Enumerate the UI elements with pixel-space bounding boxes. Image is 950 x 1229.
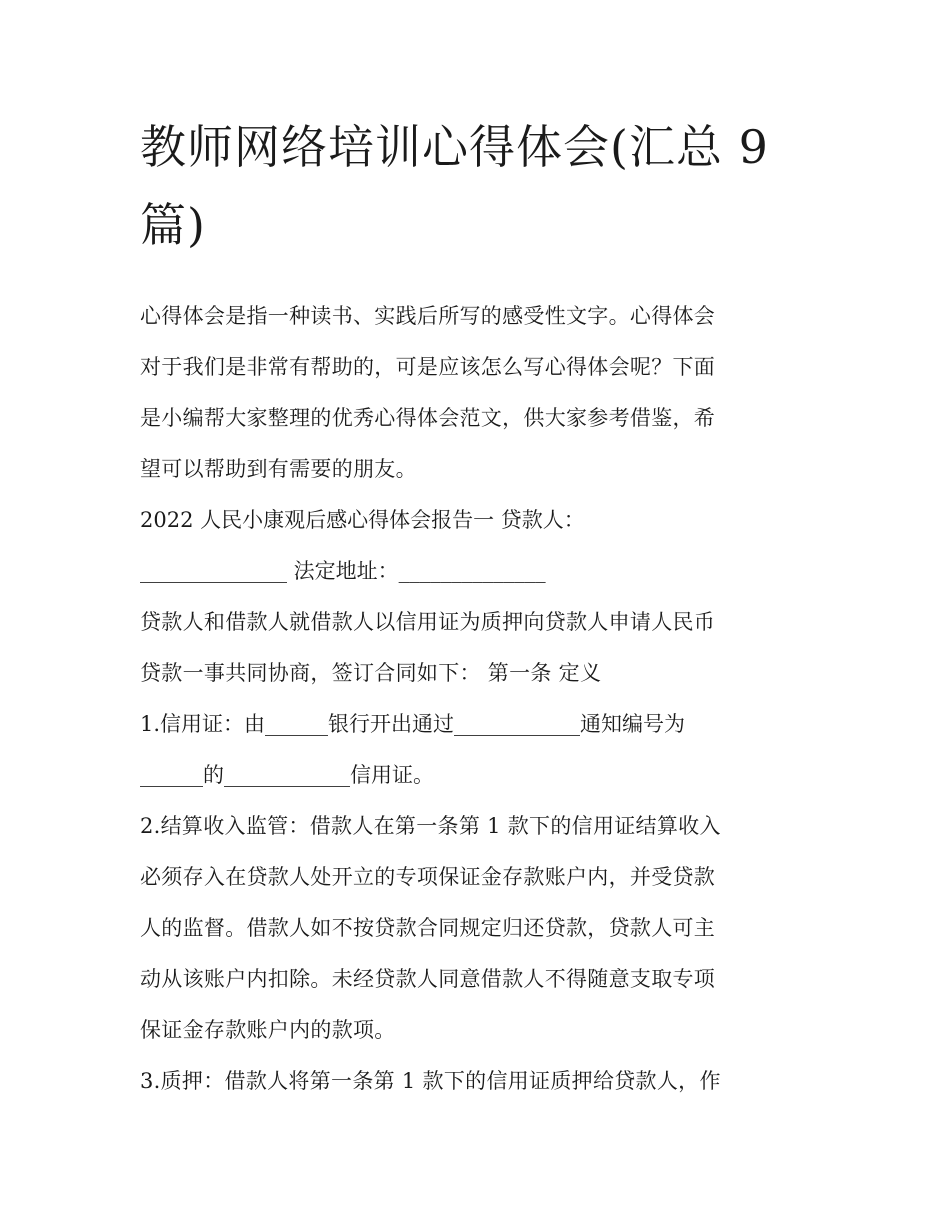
text-line: 保证金存款账户内的款项。 (140, 1018, 396, 1042)
intro-paragraph (140, 291, 812, 495)
document-body (140, 108, 812, 1107)
text-line: 望可以帮助到有需要的朋友。 (140, 457, 417, 481)
text-line: 贷款人和借款人就借款人以信用证为质押向贷款人申请人民币 (140, 610, 716, 634)
clause-2-paragraph (140, 801, 812, 1056)
text-line: ______________ 法定地址：______________ (140, 559, 546, 583)
document-title (140, 108, 812, 264)
text-line: 是小编帮大家整理的优秀心得体会范文，供大家参考借鉴，希 (140, 406, 716, 430)
text-line: 必须存入在贷款人处开立的专项保证金存款账户内，并受贷款 (140, 865, 716, 889)
clause-1-paragraph (140, 699, 812, 801)
text-line: 心得体会是指一种读书、实践后所写的感受性文字。心得体会 (140, 304, 716, 328)
title-line: 篇) (140, 198, 206, 252)
text-line: 1.信用证：由______银行开出通过____________通知编号为 (140, 712, 686, 736)
text-line: 2.结算收入监管：借款人在第一条第 1 款下的信用证结算收入 (140, 814, 721, 838)
report-heading-paragraph (140, 495, 812, 597)
text-line: 对于我们是非常有帮助的，可是应该怎么写心得体会呢？下面 (140, 355, 716, 379)
clause-3-paragraph (140, 1056, 812, 1107)
text-line: 3.质押：借款人将第一条第 1 款下的信用证质押给贷款人，作 (140, 1069, 721, 1093)
text-line: 动从该账户内扣除。未经贷款人同意借款人不得随意支取专项 (140, 967, 716, 991)
text-line: 2022 人民小康观后感心得体会报告一 贷款人： (140, 508, 585, 532)
text-line: 贷款一事共同协商，签订合同如下： 第一条 定义 (140, 661, 602, 685)
contract-intro-paragraph (140, 597, 812, 699)
text-line: ______的____________信用证。 (140, 763, 434, 787)
title-line: 教师网络培训心得体会(汇总 9 (140, 120, 769, 174)
text-line: 人的监督。借款人如不按贷款合同规定归还贷款，贷款人可主 (140, 916, 716, 940)
